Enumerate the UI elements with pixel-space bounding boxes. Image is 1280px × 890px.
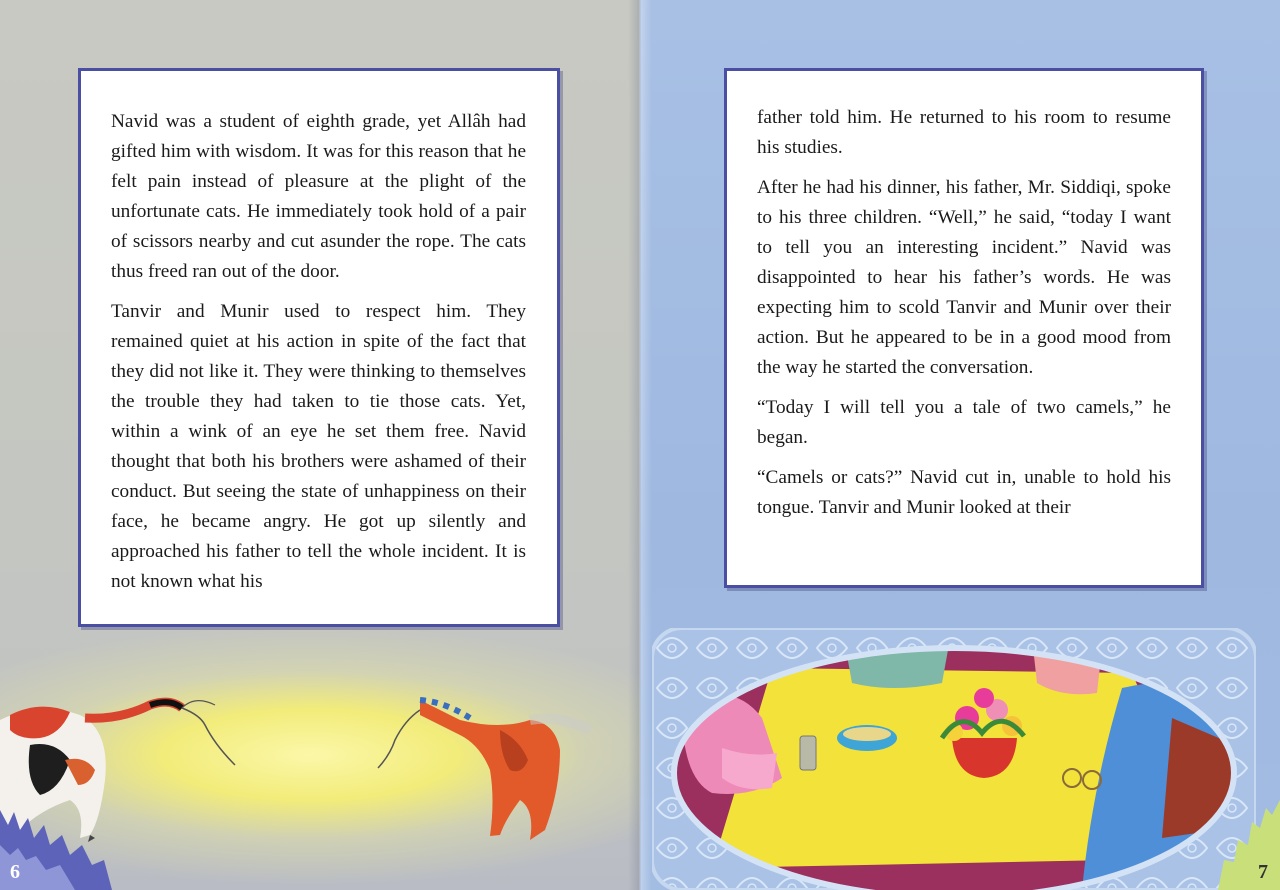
right-paragraph-4: “Camels or cats?” Navid cut in, unable to hold his tongue. Tanvir and Munir looked at their [757,467,1171,518]
left-paragraph-1: Navid was a student of eighth grade, yet Allâh had gifted him with wisdom. It was for this reason that he felt pain instead of pleasure at the plight of the unfortunate cats. He immediately took hold of a pair of scissors nearby and cut asunder the rope. The cats thus freed ran out of the door. [111,111,526,282]
right-text-box [724,68,1204,588]
book-spine [628,0,652,890]
page-number-right: 7 [1258,861,1268,883]
left-text-box [78,68,560,627]
rope [182,708,235,765]
right-paragraph-2: After he had his dinner, his father, Mr. Siddiqi, spoke to his three children. “Well,” he said, “today I want to tell you an interesting incident.” Navid was disappointed to hear his father’s words. He was expecting him to scold Tanvir and Munir over their action. But he appeared to be in a good mood from the way he started the conversation. [757,177,1171,378]
right-text-content [757,103,1171,533]
orange-cat-image [420,700,590,840]
left-text-content [111,107,526,607]
right-page [640,0,1280,890]
page-number-left: 6 [10,861,20,883]
left-paragraph-2: Tanvir and Munir used to respect him. They remained quiet at his action in spite of the fact that they did not like it. They were thinking to themselves the trouble they had taken to tie those cats. Yet, within a wink of an eye he set them free. Navid thought that both his brothers were ashamed of their conduct. But seeing the state of unhappiness on their face, he became angry. He got up silently and approached his father to tell the whole incident. It is not known what his [111,301,526,592]
dinner-table-illustration [652,628,1256,890]
grass-right [1210,800,1280,890]
cats-illustration [0,660,640,890]
right-paragraph-1: father told him. He returned to his room to resume his studies. [757,107,1171,158]
glass [800,736,816,770]
right-paragraph-3: “Today I will tell you a tale of two camels,” he began. [757,397,1171,448]
